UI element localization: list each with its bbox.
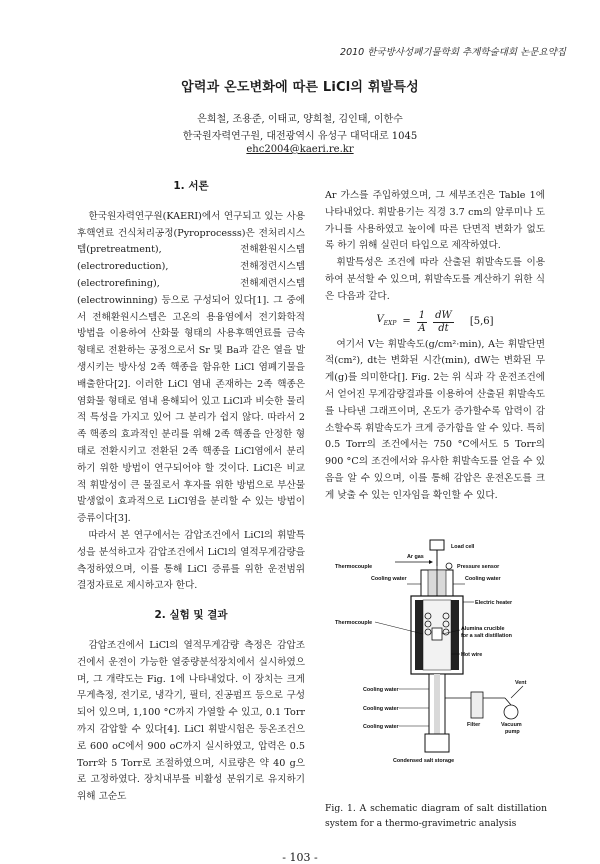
label-cooling-water-2: Cooling water: [465, 576, 501, 582]
label-load-cell: Load cell: [451, 544, 475, 550]
label-cooling-water-4: Cooling water: [363, 706, 399, 712]
method-heading: 2. 실험 및 결과: [154, 609, 228, 622]
condensed-salt-vessel: [425, 734, 449, 752]
author-list: 은희철, 조용준, 이태교, 양희철, 김인태, 이한수: [197, 114, 403, 125]
eq-equals: =: [402, 315, 411, 327]
distillation-schematic: [333, 538, 533, 796]
label-pump: pump: [505, 729, 520, 735]
eq-fraction-2: [433, 310, 454, 335]
right-paragraph-1: Ar 가스를 주입하였으며, 그 세부조건은 Table 1에 나타내었다. 휘발용기는 직경 3.7 cm의 알루미나 도가니를 사용하였고 높이에 따른 단면적 변화가 없도록 하기 위해 실린더 타입으로 제작하였다.: [325, 190, 545, 252]
label-vacuum: Vacuum: [501, 722, 522, 728]
page-number: - 103 -: [282, 851, 318, 864]
eq-reference: [5,6]: [469, 315, 494, 327]
right-paragraph-2: 휘발특성은 조건에 따라 산출된 휘발속도를 이용하여 분석할 수 있으며, 휘발속도를 계산하기 위한 식은 다음과 같다.: [325, 257, 545, 302]
label-condensed: Condensed salt storage: [393, 758, 455, 764]
label-cooling-water-5: Cooling water: [363, 724, 399, 730]
eq-num2: dW: [435, 309, 452, 321]
eq-den2: dt: [438, 322, 449, 334]
label-ar-gas: Ar gas: [407, 554, 424, 560]
filter-box: [471, 692, 483, 718]
intro-paragraph-2: 따라서 본 연구에서는 감압조건에서 LiCl의 휘발특성을 분석하고자 감압조건에서 LiCl의 열적무게감량을 측정하였으며, 이를 통해 LiCl 증류를 위한 운전범위 결정자료로 제시하고자 한다.: [77, 529, 305, 592]
eq-lhs: V: [376, 313, 384, 325]
intro-heading: 1. 서론: [173, 180, 209, 192]
label-filter: Filter: [467, 722, 481, 728]
left-column: [77, 178, 305, 806]
right-paragraph-3: 여기서 V는 휘발속도(g/cm²·min), A는 휘발단면적(cm²), dt는 변화된 시간(min), dW는 변화된 무게(g)를 의미한다[]. Fig. 2는 위 식과 각 운전조건에서 얻어진 무게감량결과를 이용하여 산출된 휘발속도를 나타낸 그래프이며, 온도가 증가할수록 압력이 감소할수록 휘발속도가 크게 증가함을 알 수 있다. 특히 0.5 Torr의 조건에서는 750 °C에서도 5 Torr의 900 °C의 조건에서와 유사한 휘발속도를 얻을 수 있음을 알 수 있으며, 이를 통해 감압은 운전온도를 크게 낮출 수 있는 인자임을 확인할 수 있다.: [325, 338, 545, 501]
load-cell-box: [430, 540, 444, 550]
figure-caption: Fig. 1. A schematic diagram of salt distillation system for a thermo-gravimetric analysis: [325, 803, 547, 829]
affiliation: 한국원자력연구원, 대전광역시 유성구 대덕대로 1045: [182, 131, 418, 142]
vacuum-pump-icon: [504, 705, 518, 719]
eq-num1: 1: [418, 309, 426, 321]
eq-sub: EXP: [383, 319, 397, 327]
label-hot-wire: Hot wire: [461, 652, 483, 658]
label-thermocouple-top: Thermocouple: [335, 564, 373, 570]
right-column: [325, 188, 545, 505]
paper-title: 압력과 온도변화에 따른 LiCl의 휘발특성: [181, 80, 419, 95]
method-paragraph-1: 감압조건에서 LiCl의 열적무게감량 측정은 감압조건에서 운전이 가능한 열중량분석장치에서 실시하였으며, 그 개략도는 Fig. 1에 나타내었다. 이 장치는 크게 무게측정, 전기로, 냉각기, 필터, 진공펌프 등으로 구성되어 있으며, 1,100 °C까지 가열할 수 있고, 0.1 Torr까지 감압할 수 있다[4]. LiCl 휘발시험은 등온조건으로 600 oC에서 900 oC까지 실시하였고, 압력은 0.5 Torr와 5 Torr로 조절하였으며, 시료량은 약 40 g으로 고정하였다. 장치내부를 비활성 분위기로 유지하기 위해 고순도: [77, 639, 305, 803]
intro-paragraph-1: 한국원자력연구원(KAERI)에서 연구되고 있는 사용후핵연료 건식처리공정(Pyroprocesss)은 전처리시스템(pretreatment), 전해환원시스템(electroreduction), 전해정련시스템(electrorefining), 전해제련시스템(electrowinning) 등으로 구성되어 있다[1]. 그 중에서 전해환원시스템은 고온의 용융염에서 전기화학적 방법을 이용하여 산화물 형태의 사용후핵연료를 금속형태로 전환하는 공정으로서 Sr 및 Ba과 같은 열을 발생시키는 방사성 2족 핵종을 함유한 LiCl 염폐기물을 배출한다[2]. 이러한 LiCl 염내 존재하는 2족 핵종은 염화물 형태로 염내 용해되어 있고 LiCl과 비슷한 물리적 특성을 가지고 있어 그 분리가 쉽지 않다. 따라서 2족 핵종의 효과적인 분리를 위해 2족 핵종을 안정한 형태로 전환시키고 전환된 2족 핵종을 LiCl염에서 분리하기 위한 방법이 연구되어야 할 것이다. LiCl은 비교적 휘발성이 큰 물질로서 후자를 위한 방법으로 부산물 발생없이 효과적으로 LiCl염을 분리할 수 있는 방법이 증류이다[3].: [77, 210, 305, 525]
label-vent: Vent: [515, 680, 527, 686]
conference-header: 2010 한국방사성폐기물학회 추계학술대회 논문요약집: [340, 47, 566, 58]
label-crucible: Alumina crucible: [461, 626, 505, 632]
label-thermocouple-mid: Thermocouple: [335, 620, 373, 626]
alumina-crucible: [432, 628, 442, 640]
label-cooling-water-3: Cooling water: [363, 687, 399, 693]
label-cooling-water-1: Cooling water: [371, 576, 407, 582]
label-electric-heater: Electric heater: [475, 600, 513, 606]
eq-fraction-1: [417, 310, 427, 335]
volatilization-equation: [325, 310, 545, 335]
email-link[interactable]: ehc2004@kaeri.re.kr: [246, 144, 354, 155]
eq-den1: A: [418, 322, 426, 334]
label-crucible-2: for a salt distillation: [461, 633, 512, 639]
label-pressure-sensor: Pressure sensor: [457, 564, 500, 570]
